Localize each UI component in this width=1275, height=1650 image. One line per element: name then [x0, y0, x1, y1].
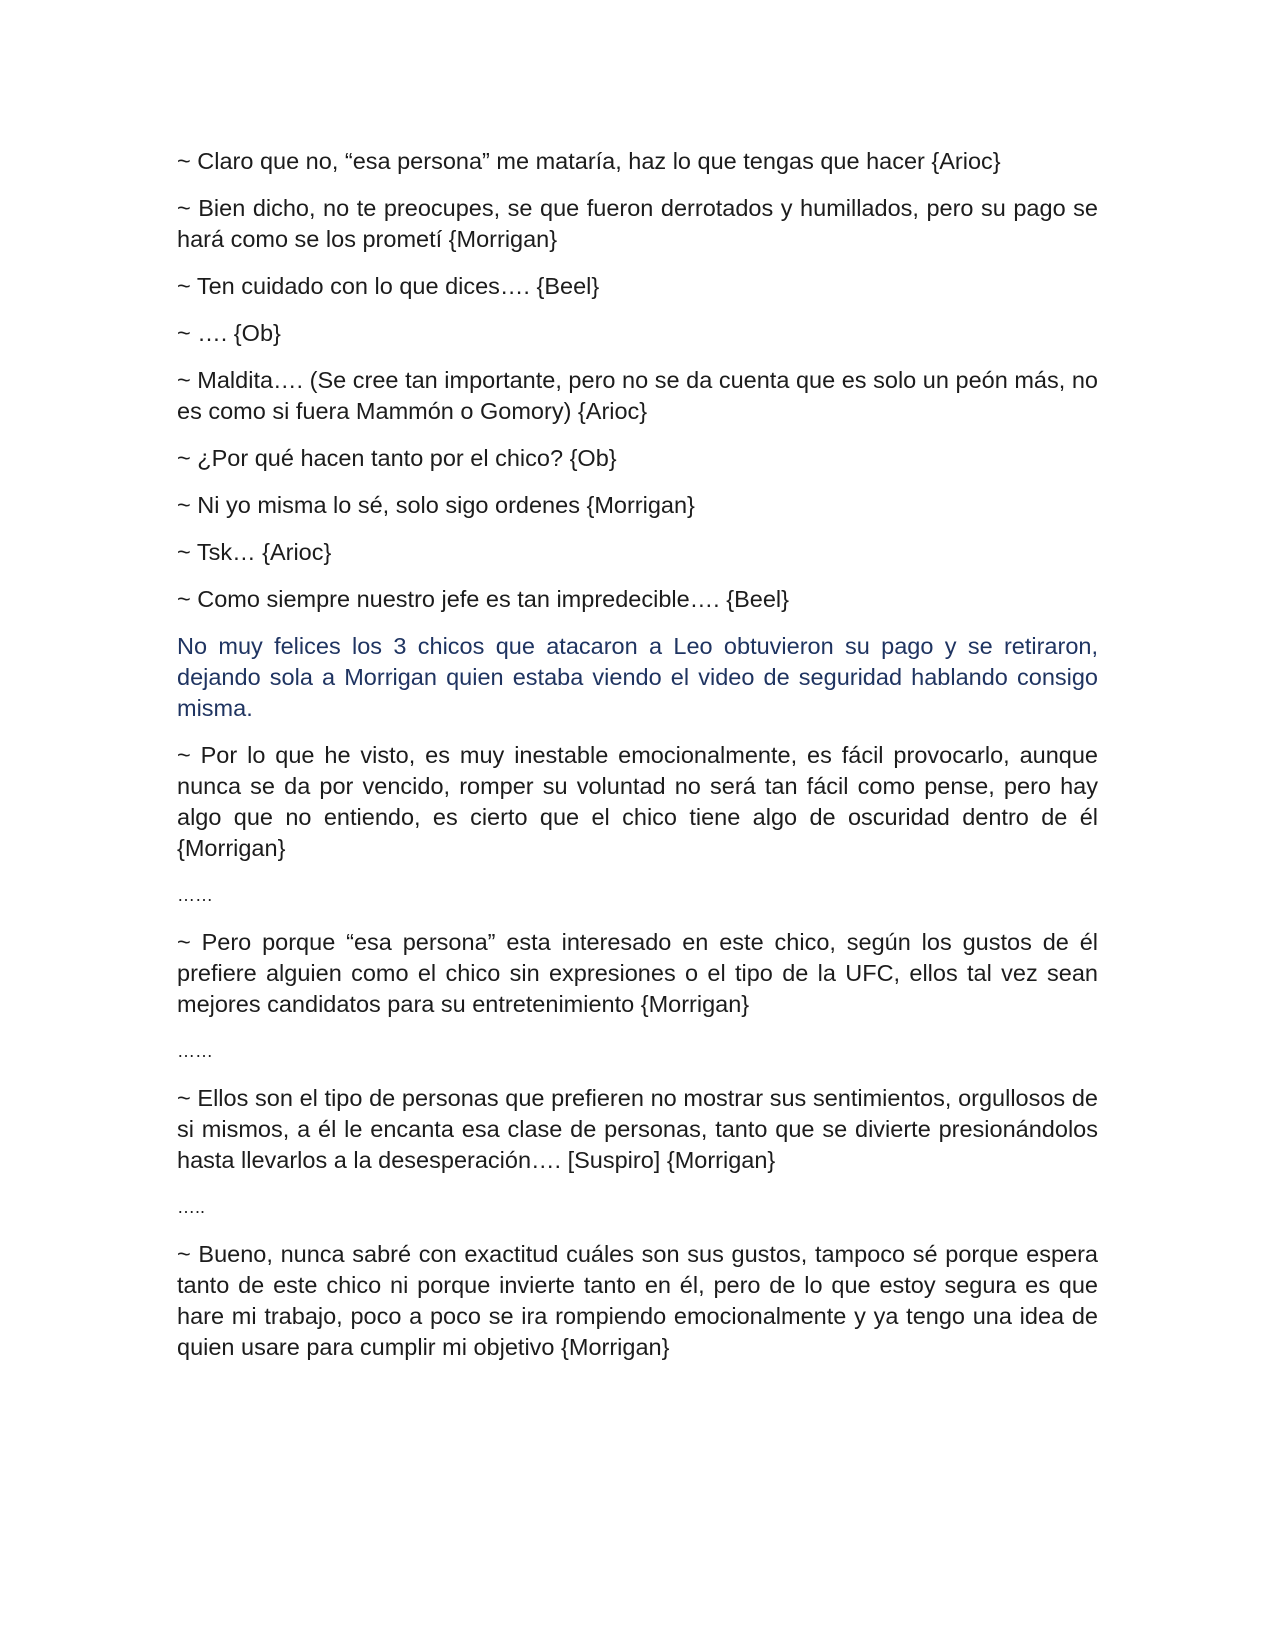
ellipsis-line: ……: [177, 1041, 213, 1061]
dialogue-paragraph: ~ Maldita…. (Se cree tan importante, pero no se da cuenta que es solo un peón más, no es como si fuera Mammón o Gomory) {Arioc}: [177, 367, 1098, 424]
narration-paragraph: No muy felices los 3 chicos que atacaron a Leo obtuvieron su pago y se retiraron, dejando sola a Morrigan quien estaba viendo el video de seguridad hablando consigo misma.: [177, 633, 1098, 721]
dialogue-paragraph: ~ Ni yo misma lo sé, solo sigo ordenes {Morrigan}: [177, 492, 695, 518]
dialogue-paragraph: ~ Por lo que he visto, es muy inestable emocionalmente, es fácil provocarlo, aunque nunca se da por vencido, romper su voluntad no será tan fácil como pense, pero hay algo que no entiendo, es cierto que el chico tiene algo de oscuridad dentro de él {Morrigan}: [177, 742, 1098, 861]
ellipsis-line: …..: [177, 1197, 206, 1217]
dialogue-paragraph: ~ ¿Por qué hacen tanto por el chico? {Ob}: [177, 445, 617, 471]
dialogue-paragraph: ~ Como siempre nuestro jefe es tan impredecible…. {Beel}: [177, 586, 789, 612]
dialogue-paragraph: ~ Ellos son el tipo de personas que prefieren no mostrar sus sentimientos, orgullosos de si mismos, a él le encanta esa clase de personas, tanto que se divierte presionándolos hasta llevarlos a la desesperación…. [Suspiro] {Morrigan}: [177, 1085, 1098, 1173]
dialogue-paragraph: ~ Claro que no, “esa persona” me mataría, haz lo que tengas que hacer {Arioc}: [177, 148, 1001, 174]
dialogue-paragraph: ~ Ten cuidado con lo que dices…. {Beel}: [177, 273, 600, 299]
dialogue-paragraph: ~ Bien dicho, no te preocupes, se que fueron derrotados y humillados, pero su pago se hará como se los prometí {Morrigan}: [177, 195, 1098, 252]
ellipsis-line: ……: [177, 885, 213, 905]
dialogue-paragraph: ~ Pero porque “esa persona” esta interesado en este chico, según los gustos de él prefiere alguien como el chico sin expresiones o el tipo de la UFC, ellos tal vez sean mejores candidatos para su entretenimiento {Morrigan}: [177, 929, 1098, 1017]
document-body: [177, 146, 1098, 1379]
dialogue-paragraph: ~ Tsk… {Arioc}: [177, 539, 332, 565]
dialogue-paragraph: ~ …. {Ob}: [177, 320, 281, 346]
dialogue-paragraph: ~ Bueno, nunca sabré con exactitud cuáles son sus gustos, tampoco sé porque espera tanto de este chico ni porque invierte tanto en él, pero de lo que estoy segura es que hare mi trabajo, poco a poco se ira rompiendo emocionalmente y ya tengo una idea de quien usare para cumplir mi objetivo {Morrigan}: [177, 1241, 1098, 1360]
